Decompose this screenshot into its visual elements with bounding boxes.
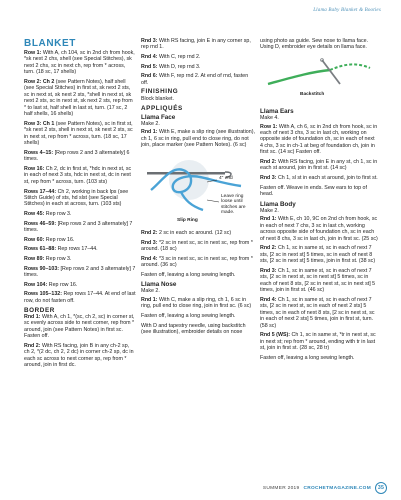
instruction-paragraph — [141, 38, 255, 51]
instruction-paragraph — [141, 272, 255, 278]
instruction-paragraph — [24, 256, 136, 262]
instruction-text: Fasten off, leaving a long sewing length. — [141, 313, 236, 320]
instruction-text: (see Pattern Notes), half shell (see Special Stitches) in first st, sk next 2 sts, sc in next st, sk next 2 sts, *shell in next st, sk next 2 sts, sc in next st, sk next 2 sts, rep from * to last st, half shell in last st, turn. (17 sc, 2 half shells, 16 shells) — [24, 79, 133, 118]
instruction-text: With C, make a slip ring, ch 1, 6 sc in ring, pull end to close ring, join in first sc. (6 sc) — [141, 296, 252, 310]
instruction-lead: Rnd 3: — [260, 175, 277, 182]
instruction-lead: Row 104: — [24, 281, 48, 288]
instruction-text: *2 sc in next sc, sc in next sc, rep from * around. (18 sc) — [141, 239, 253, 253]
instruction-text: Fasten off. Weave in ends. Sew ears to top of head. — [260, 184, 367, 198]
running-head: Llama Baby Blanket & Booties — [313, 8, 381, 13]
instruction-text: Rep row 3. — [45, 256, 72, 263]
instruction-paragraph — [260, 245, 378, 264]
llama-nose-instructions — [141, 297, 255, 336]
column-1 — [24, 38, 136, 372]
instruction-lead: Rnd 2: — [260, 245, 277, 252]
instruction-text: Ch 2, dc in first st, *hdc in next st, sc in each of next 3 sts, hdc in next st, dc in next st, rep from * across, turn. (103 sts) — [24, 166, 132, 185]
instruction-paragraph — [260, 268, 378, 294]
page-footer — [263, 482, 387, 494]
border-continued-instructions — [141, 38, 255, 86]
instruction-text: Ch 1, sc in same st, sc in each of next 7 sts, [2 sc in next st, sc in next st] 5 times, sc in each of next 8 sts, [2 sc in next st, sc in next st] 5 times, join in first st. (46 sc) — [260, 267, 376, 294]
instruction-lead: Rnd 5 (WS): — [260, 332, 291, 339]
instruction-text: *3 sc in next sc, sc in next sc, rep from * around. (36 sc) — [141, 255, 253, 269]
instruction-text: [Rep rows 2 and 3 alternately] 6 times. — [24, 149, 130, 163]
instruction-text: Rep row 3. — [45, 211, 72, 218]
instruction-text: With A, ch 1, *(sc, ch 2, sc) in corner st, sc evenly across side to next corner, rep from * around, join (see Pattern Notes) in first sc. Fasten off. — [24, 314, 135, 340]
instruction-paragraph — [260, 216, 378, 242]
nose-instructions-continued: using photo as guide. Sew nose to llama face. Using D, embroider eye details on llama face. — [260, 38, 369, 51]
instruction-paragraph — [24, 314, 136, 340]
instruction-paragraph — [141, 256, 255, 269]
instruction-paragraph — [24, 246, 136, 252]
instruction-paragraph — [24, 282, 136, 288]
instruction-paragraph — [260, 185, 378, 198]
column-2 — [141, 38, 255, 339]
instruction-paragraph — [141, 54, 255, 60]
llama-ears-instructions — [260, 124, 378, 198]
llama-face-instructions-continued — [141, 230, 255, 278]
backstitch-illustration — [260, 54, 378, 104]
instruction-paragraph — [260, 297, 378, 329]
backstitch-caption: Backstitch — [300, 92, 325, 98]
llama-nose-make: Make 2. — [141, 288, 160, 295]
instruction-paragraph — [260, 175, 378, 181]
instruction-text: With E, make a slip ring (see illustration), ch 1, 6 sc in ring, pull end to close ring, do not join, place marker (see Pattern Notes). (6 sc) — [141, 129, 255, 149]
instruction-text: With RS facing, join B in any ch-2 sp, ch 2, *(2 dc, ch 2, 2 dc) in corner ch-2 sp, dc in each sc across to next corner sp, rep from * around, join in first dc. — [24, 343, 134, 369]
instruction-lead: Row 1: — [24, 50, 42, 56]
instruction-text: Ch 1, sl st in each st around, join to first st. — [277, 175, 378, 182]
instruction-lead: Rnd 2: — [260, 159, 277, 165]
instruction-text: With A, ch 104, sc in 2nd ch from hook, *sk next 2 chs, shell (see Special Stitches), sk next 2 chs, sc in next ch, rep from * across, turn. (18 sc, 17 shells) — [24, 50, 135, 76]
loose-ring-note: Leave ring loose until stitches are made. — [221, 194, 246, 216]
instruction-paragraph — [141, 73, 255, 86]
instruction-lead: Rows 4–15: — [24, 149, 54, 156]
instruction-text: [Rep rows 2 and 3 alternately] 7 times. — [24, 220, 133, 234]
instruction-text: Ch 1, sc in same st, *tr in next st, sc in next st; rep from * around, ending with tr in last st, join in first st. (28 sc, 28 tr) — [260, 332, 376, 352]
border-instructions — [24, 314, 136, 369]
website-link[interactable]: CROCHETMAGAZINE.COM — [303, 485, 371, 491]
issue-season: SUMMER 2019 — [262, 485, 300, 491]
llama-body-instructions — [260, 216, 378, 361]
instruction-paragraph — [24, 189, 136, 208]
instruction-lead: Row 60: — [24, 236, 45, 243]
instruction-paragraph — [24, 211, 136, 217]
instruction-lead: Rnd 1: — [141, 296, 158, 303]
instruction-text: 2 sc in each sc around. (12 sc) — [158, 230, 232, 237]
instruction-lead: Rows 105–132: — [24, 291, 62, 298]
instruction-lead: Rows 61–88: — [24, 246, 57, 253]
instruction-lead: Rnd 5: — [141, 63, 158, 70]
instruction-lead: Rnd 2: — [141, 230, 158, 237]
note-pointer — [207, 200, 219, 202]
finishing-heading: FINISHING — [141, 88, 179, 96]
llama-ears-heading: Llama Ears — [260, 108, 294, 116]
instruction-lead: Rnd 3: — [260, 267, 277, 274]
llama-face-make: Make 2. — [141, 121, 160, 128]
instruction-paragraph — [24, 221, 136, 234]
instruction-lead: Rnd 3: — [141, 239, 158, 246]
finishing-text: Block blanket. — [141, 95, 174, 102]
instruction-lead: Rows 17–44: — [24, 188, 57, 195]
instruction-lead: Rnd 1: — [24, 314, 41, 321]
instruction-text: With D and tapestry needle, using backstitch (see illustration), embroider details on nose — [141, 322, 246, 336]
instruction-text: With A, ch 6, sc in 2nd ch from hook, sc in each of next 3 chs, 3 sc in last ch, working on opposite side of foundation ch, sc in each of next 4 chs, 3 sc in ch-1 at beg of foundation ch, join in first sc. (14 sc) Fasten off. — [260, 123, 378, 156]
instruction-paragraph — [260, 332, 378, 351]
instruction-text: With E, ch 10, 9C on 2nd ch from hook, sc in each of next 7 chs, 3 sc in last ch, working across opposite side of foundation ch, sc in each of next 8 chs, 3 sc in last ch, join in first sc. (25 sc) — [260, 216, 378, 242]
instruction-lead: Row 3: Ch 1 — [24, 120, 55, 127]
slip-ring-caption: Slip Ring — [177, 218, 198, 224]
instruction-lead: Row 16: — [24, 166, 45, 172]
instruction-text: With D, rep rnd 3. — [158, 63, 201, 70]
instruction-lead: Rows 90–103: — [24, 265, 60, 272]
instruction-lead: Row 2: Ch 2 — [24, 79, 55, 85]
instruction-paragraph — [260, 159, 378, 172]
instruction-paragraph — [141, 230, 255, 236]
instruction-paragraph — [141, 297, 255, 310]
instruction-text: Rep row 16. — [48, 281, 78, 288]
llama-body-make: Make 2. — [260, 207, 279, 214]
page-number: 35 — [375, 482, 387, 494]
llama-face-heading: Llama Face — [141, 114, 176, 122]
appliques-heading: APPLIQUÉS — [141, 104, 183, 112]
llama-face-instructions — [141, 129, 255, 148]
instruction-lead: Row 89: — [24, 256, 45, 263]
instruction-text: With RS facing, join E in any st, ch 1, sc in each st around, join in first st. (14 sc) — [260, 159, 378, 172]
instruction-paragraph — [24, 79, 136, 118]
instruction-paragraph — [141, 129, 255, 148]
instruction-lead: Row 45: — [24, 211, 45, 218]
instruction-paragraph — [141, 313, 255, 319]
instruction-text: With C, rep rnd 2. — [158, 54, 201, 61]
blanket-heading: BLANKET — [24, 38, 76, 49]
instruction-paragraph — [260, 124, 378, 156]
instruction-text: (see Pattern Notes), sc in first st, *sk next 2 sts, shell in next st, sk next 2 sts, sc in next st, rep from * across, turn. (18 sc, 17 shells) — [24, 120, 133, 147]
instruction-lead: Rnd 3: — [141, 38, 158, 44]
instruction-lead: Rnd 1: — [260, 216, 277, 223]
instruction-text: With RS facing, join E in any corner sp, rep rnd 1. — [141, 38, 251, 51]
instruction-lead: Rnd 1: — [141, 129, 158, 136]
instruction-text: With F, rep rnd 2. At end of rnd, fasten off. — [141, 73, 249, 86]
instruction-lead: Rnd 4: — [260, 296, 277, 303]
instruction-paragraph — [24, 121, 136, 147]
slip-ring-illustration — [141, 152, 255, 226]
instruction-lead: Rnd 4: — [141, 255, 158, 262]
instruction-lead: Rnd 4: — [141, 54, 158, 61]
instruction-text: Fasten off, leaving a long sewing length. — [141, 271, 236, 278]
instruction-text: Rep rows 17–44. — [57, 246, 98, 253]
instruction-text: Fasten off, leaving a long sewing length. — [260, 354, 355, 361]
instruction-paragraph — [24, 343, 136, 369]
instruction-text: Ch 1, sc in same st, sc in each of next 7 sts, [2 sc in next st] 5 times, sc in each of next 8 sts, [2 sc in next st] 5 times, join in first st. (38 sc) — [260, 245, 376, 265]
instruction-text: Ch 2, working in back lps (see Stitch Guide) of sts, hd slst (see Special Stitches) in each st across, turn. (103 sts) — [24, 188, 129, 208]
instruction-paragraph — [24, 150, 136, 163]
instruction-paragraph — [24, 266, 136, 279]
blanket-instructions — [24, 50, 136, 304]
instruction-paragraph — [24, 166, 136, 185]
instruction-text: [Rep rows 2 and 3 alternately] 7 times. — [24, 265, 136, 279]
instruction-lead: Rnd 2: — [24, 343, 41, 350]
instruction-paragraph — [141, 323, 255, 336]
column-3 — [260, 38, 378, 364]
instruction-lead: Rows 46–59: — [24, 220, 57, 227]
tail-length-label: 4" end — [219, 176, 233, 182]
instruction-paragraph — [260, 355, 378, 361]
instruction-paragraph — [24, 291, 136, 304]
instruction-text: Rep row 16. — [45, 236, 75, 243]
instruction-paragraph — [141, 240, 255, 253]
instruction-paragraph — [24, 50, 136, 76]
llama-ears-make: Make 4. — [260, 115, 279, 122]
instruction-paragraph — [24, 237, 136, 243]
llama-nose-heading: Llama Nose — [141, 281, 177, 289]
border-heading: BORDER — [24, 306, 55, 314]
instruction-lead: Row 1: — [260, 123, 278, 130]
instruction-text: Ch 1, sc in same st, sc in each of next 7 sts, [2 sc in next st, sc in each of next 2 sts] 5 times, sc in each of next 8 sts, [2 sc in next st, sc in each of next 2 sts] 5 times, join in first st, turn. (58 sc) — [260, 296, 375, 329]
instruction-text: Rep rows 17–44. At end of last row, do not fasten off. — [24, 291, 136, 304]
instruction-lead: Rnd 6: — [141, 73, 158, 80]
instruction-paragraph — [141, 64, 255, 70]
llama-body-heading: Llama Body — [260, 200, 296, 208]
